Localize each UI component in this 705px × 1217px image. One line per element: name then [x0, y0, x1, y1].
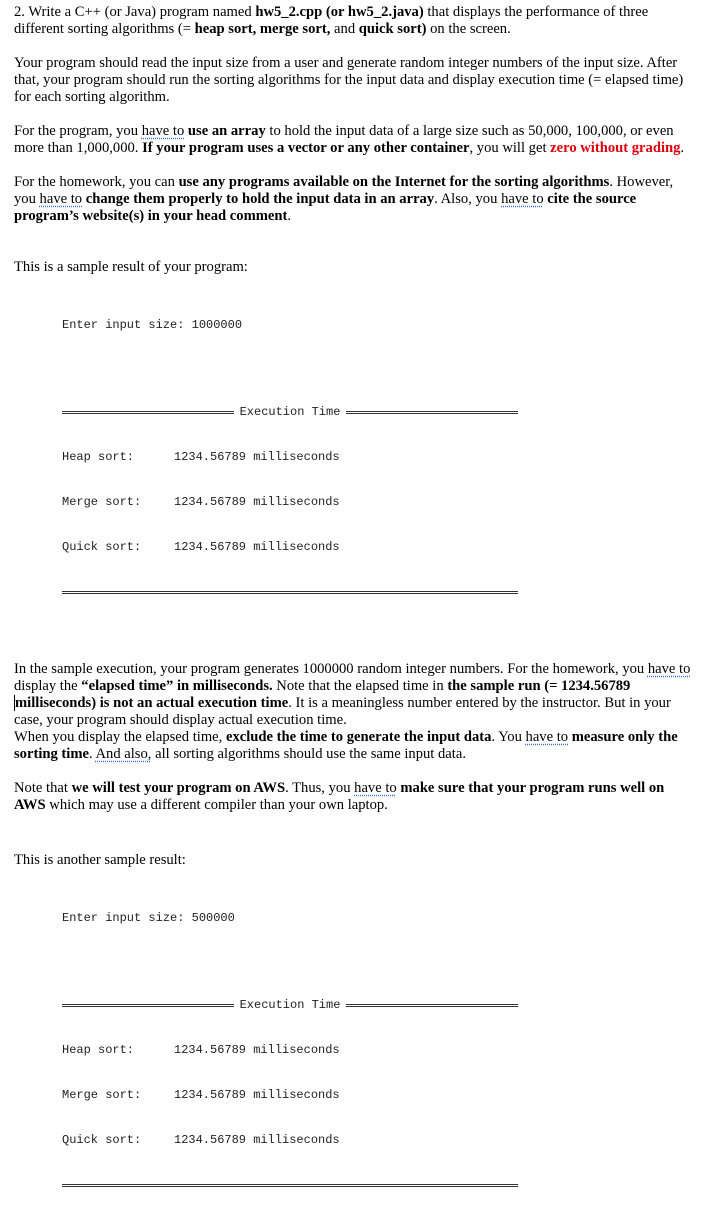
- input-paragraph: Your program should read the input size from a user and generate random integer numbers of the input size. After that, your program should run the sorting algorithms for the input data and display execution time (= elapsed time) for each sorting algorithm.: [14, 55, 684, 105]
- header-title: Execution Time: [239, 998, 341, 1012]
- sample-intro: This is a sample result of your program:: [14, 259, 248, 275]
- measure-paragraph: [14, 729, 698, 763]
- text: . However, you: [14, 174, 674, 207]
- text: For the homework, you can: [14, 174, 179, 190]
- input-prompt-line: Enter input size: 500000: [62, 911, 235, 925]
- text: . Also, you: [434, 191, 502, 207]
- text: . It is a meaningless number entered by the instructor. But in your case, your program should display actual execution time.: [14, 695, 671, 728]
- text: that displays the performance of three different sorting algorithms (=: [14, 4, 649, 37]
- internet-programs-paragraph: [14, 174, 698, 225]
- bold-text: quick sort): [358, 21, 427, 37]
- grammar-underlined-text: And also,: [95, 746, 152, 762]
- bold-text: make sure that your program runs well on AWS: [14, 780, 665, 813]
- document-page: [14, 4, 698, 1217]
- aws-paragraph: [14, 780, 698, 814]
- red-warning-text: zero without grading: [550, 140, 681, 156]
- array-requirement-paragraph: [14, 123, 698, 157]
- sample-intro: This is another sample result:: [14, 852, 186, 868]
- execution-time-header: [62, 998, 518, 1013]
- result-row: Heap sort: 1234.56789 milliseconds: [62, 450, 340, 464]
- text: .: [287, 208, 291, 224]
- bold-text: heap sort, merge sort,: [194, 21, 331, 37]
- text: For the program, you: [14, 123, 142, 139]
- grammar-underlined-text: have to: [141, 123, 185, 139]
- text: display the: [14, 678, 82, 694]
- text: In the sample execution, your program generates 1000000 random integer numbers. For the homework, you: [14, 661, 648, 677]
- text: .: [680, 140, 685, 156]
- bold-text: exclude the time to generate the input data: [225, 729, 492, 745]
- result-row: Merge sort: 1234.56789 milliseconds: [62, 495, 340, 509]
- sample-output-block: [62, 288, 698, 624]
- execution-time-header: [62, 405, 518, 420]
- text: . You: [491, 729, 526, 745]
- grammar-underlined-text: have to: [39, 191, 83, 207]
- bold-text: If your program uses a vector or any other container: [142, 140, 470, 156]
- text: , you will get: [469, 140, 551, 156]
- text: . Thus, you: [285, 780, 355, 796]
- text: .: [88, 746, 96, 762]
- bold-text: change them properly to hold the input data in an array: [85, 191, 435, 207]
- text: which may use a different compiler than your own laptop.: [45, 797, 388, 813]
- result-row: Quick sort: 1234.56789 milliseconds: [62, 540, 340, 554]
- text: 2. Write a C++ (or Java) program named: [14, 4, 256, 20]
- sample-output-block: [62, 881, 698, 1217]
- grammar-underlined-text: have to: [354, 780, 397, 796]
- bold-text: measure only the sorting time: [14, 729, 678, 762]
- divider: [62, 1184, 518, 1187]
- bold-text: use any programs available on the Internet for the sorting algorithms: [178, 174, 610, 190]
- text: all sorting algorithms should use the same input data.: [151, 746, 466, 762]
- grammar-underlined-text: have to: [501, 191, 544, 207]
- text: to hold the input data of a large size such as 50,000, 100,000, or even more than 1,000,000.: [14, 123, 674, 156]
- grammar-underlined-text: have to: [647, 661, 691, 677]
- bold-text: the sample run (= 1234.56789: [447, 678, 631, 694]
- text: Note that: [14, 780, 72, 796]
- grammar-underlined-text: have to: [525, 729, 569, 745]
- header-title: Execution Time: [239, 405, 341, 419]
- bold-text: hw5_2.cpp (or hw5_2.java): [255, 4, 424, 20]
- bold-text: “elapsed time” in milliseconds.: [81, 678, 273, 694]
- result-row: Quick sort: 1234.56789 milliseconds: [62, 1133, 340, 1147]
- text: and: [330, 21, 359, 37]
- bold-text: we will test your program on AWS: [71, 780, 286, 796]
- sample-explanation-paragraph: [14, 661, 698, 729]
- text: on the screen.: [426, 21, 511, 37]
- divider: [62, 591, 518, 594]
- text: When you display the elapsed time,: [14, 729, 226, 745]
- bold-text: use an array: [187, 123, 266, 139]
- text: Note that the elapsed time in: [272, 678, 448, 694]
- bold-text: milliseconds) is not an actual execution time: [15, 695, 289, 711]
- result-row: Heap sort: 1234.56789 milliseconds: [62, 1043, 340, 1057]
- result-row: Merge sort: 1234.56789 milliseconds: [62, 1088, 340, 1102]
- bold-text: cite the source program’s website(s) in your head comment: [14, 191, 637, 224]
- input-prompt-line: Enter input size: 1000000: [62, 318, 243, 332]
- question-paragraph: [14, 4, 698, 38]
